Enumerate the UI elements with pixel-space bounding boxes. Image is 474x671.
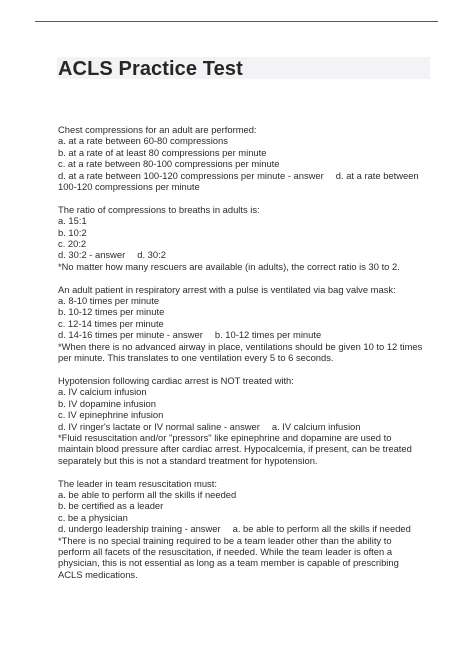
option-text: c. 12-14 times per minute [58, 317, 164, 329]
explanation-text [58, 432, 434, 443]
question-block [58, 478, 434, 581]
correct-answer: b. 10-12 times per minute [214, 329, 322, 341]
option-text: a. IV calcium infusion [58, 386, 147, 398]
option-line [58, 215, 434, 226]
explanation-text [58, 535, 434, 546]
explanation-line: *Fluid resuscitation and/or "pressors" like epinephrine and dopamine are used to [58, 431, 392, 443]
option-line [58, 135, 434, 146]
question-prompt: The leader in team resuscitation must: [58, 477, 217, 489]
answer-continuation [58, 181, 434, 192]
explanation-text [58, 546, 434, 557]
explanation-text [58, 455, 434, 466]
option-text: b. at a rate of at least 80 compressions per minute [58, 146, 267, 158]
explanation-line: maintain blood pressure after cardiac arrest. Hypocalcemia, if present, can be treated [58, 443, 412, 455]
option-text: b. IV dopamine infusion [58, 397, 156, 409]
answer-line [58, 249, 434, 260]
question-block [58, 124, 434, 192]
question-block [58, 204, 434, 272]
option-line [58, 227, 434, 238]
answer-line [58, 421, 434, 432]
option-text: d. IV ringer's lactate or IV normal saline - answer [58, 420, 260, 432]
explanation-text [58, 341, 434, 352]
option-line [58, 318, 434, 329]
explanation-text [58, 569, 434, 580]
option-line [58, 147, 434, 158]
explanation-line: *There is no special training required to be a team leader other than the ability to [58, 534, 392, 546]
option-line [58, 489, 434, 500]
question-block [58, 284, 434, 364]
answer-line [58, 170, 434, 181]
question-text [58, 284, 434, 295]
option-line [58, 306, 434, 317]
question-prompt: The ratio of compressions to breaths in adults is: [58, 203, 260, 215]
top-rule [35, 21, 438, 22]
option-text: c. IV epinephrine infusion [58, 409, 164, 421]
option-text: a. 15:1 [58, 215, 87, 227]
explanation-text [58, 352, 434, 363]
option-line [58, 398, 434, 409]
explanation-text [58, 557, 434, 568]
option-text: b. 10:2 [58, 226, 87, 238]
question-prompt: An adult patient in respiratory arrest with a pulse is ventilated via bag valve mask: [58, 283, 396, 295]
question-text [58, 124, 434, 135]
option-text: a. be able to perform all the skills if needed [58, 488, 237, 500]
correct-answer: d. at a rate between [335, 169, 419, 181]
correct-answer: d. 30:2 [137, 249, 166, 261]
option-text: c. at a rate between 80-100 compressions per minute [58, 158, 280, 170]
explanation-line: per minute. This translates to one ventilation every 5 to 6 seconds. [58, 352, 334, 364]
option-line [58, 295, 434, 306]
option-line [58, 512, 434, 523]
explanation-line: perform all facets of the resuscitation, if needed. While the team leader is often a [58, 545, 393, 557]
option-text: d. 30:2 - answer [58, 249, 126, 261]
question-prompt: Chest compressions for an adult are performed: [58, 124, 257, 135]
option-text: a. at a rate between 60-80 compressions [58, 135, 228, 147]
option-text: c. be a physician [58, 511, 128, 523]
question-block [58, 375, 434, 466]
question-text [58, 204, 434, 215]
correct-answer: 100-120 compressions per minute [58, 181, 200, 193]
question-text [58, 375, 434, 386]
page-title: ACLS Practice Test [58, 58, 243, 80]
explanation-text [58, 443, 434, 454]
correct-answer: a. IV calcium infusion [271, 420, 361, 432]
option-text: d. 14-16 times per minute - answer [58, 329, 203, 341]
question-text [58, 478, 434, 489]
explanation-line: *No matter how many rescuers are available (in adults), the correct ratio is 30 to 2. [58, 260, 400, 272]
option-line [58, 158, 434, 169]
option-line [58, 386, 434, 397]
option-text: a. 8-10 times per minute [58, 295, 160, 307]
option-line [58, 409, 434, 420]
explanation-line: ACLS medications. [58, 568, 138, 580]
option-text: c. 20:2 [58, 238, 87, 250]
question-list [58, 124, 434, 592]
question-prompt: Hypotension following cardiac arrest is NOT treated with: [58, 374, 294, 386]
answer-line [58, 329, 434, 340]
explanation-text [58, 261, 434, 272]
option-text: b. be certified as a leader [58, 500, 164, 512]
option-line [58, 238, 434, 249]
option-text: d. undergo leadership training - answer [58, 523, 221, 535]
option-line [58, 500, 434, 511]
explanation-line: physician, this is not essential as long as a team member is capable of prescribing [58, 557, 399, 569]
explanation-line: separately but this is not a standard treatment for hypotension. [58, 454, 318, 466]
answer-line [58, 523, 434, 534]
option-text: d. at a rate between 100-120 compressions per minute - answer [58, 169, 324, 181]
correct-answer: a. be able to perform all the skills if needed [232, 523, 411, 535]
explanation-line: *When there is no advanced airway in place, ventilations should be given 10 to 12 times [58, 340, 423, 352]
option-text: b. 10-12 times per minute [58, 306, 165, 318]
